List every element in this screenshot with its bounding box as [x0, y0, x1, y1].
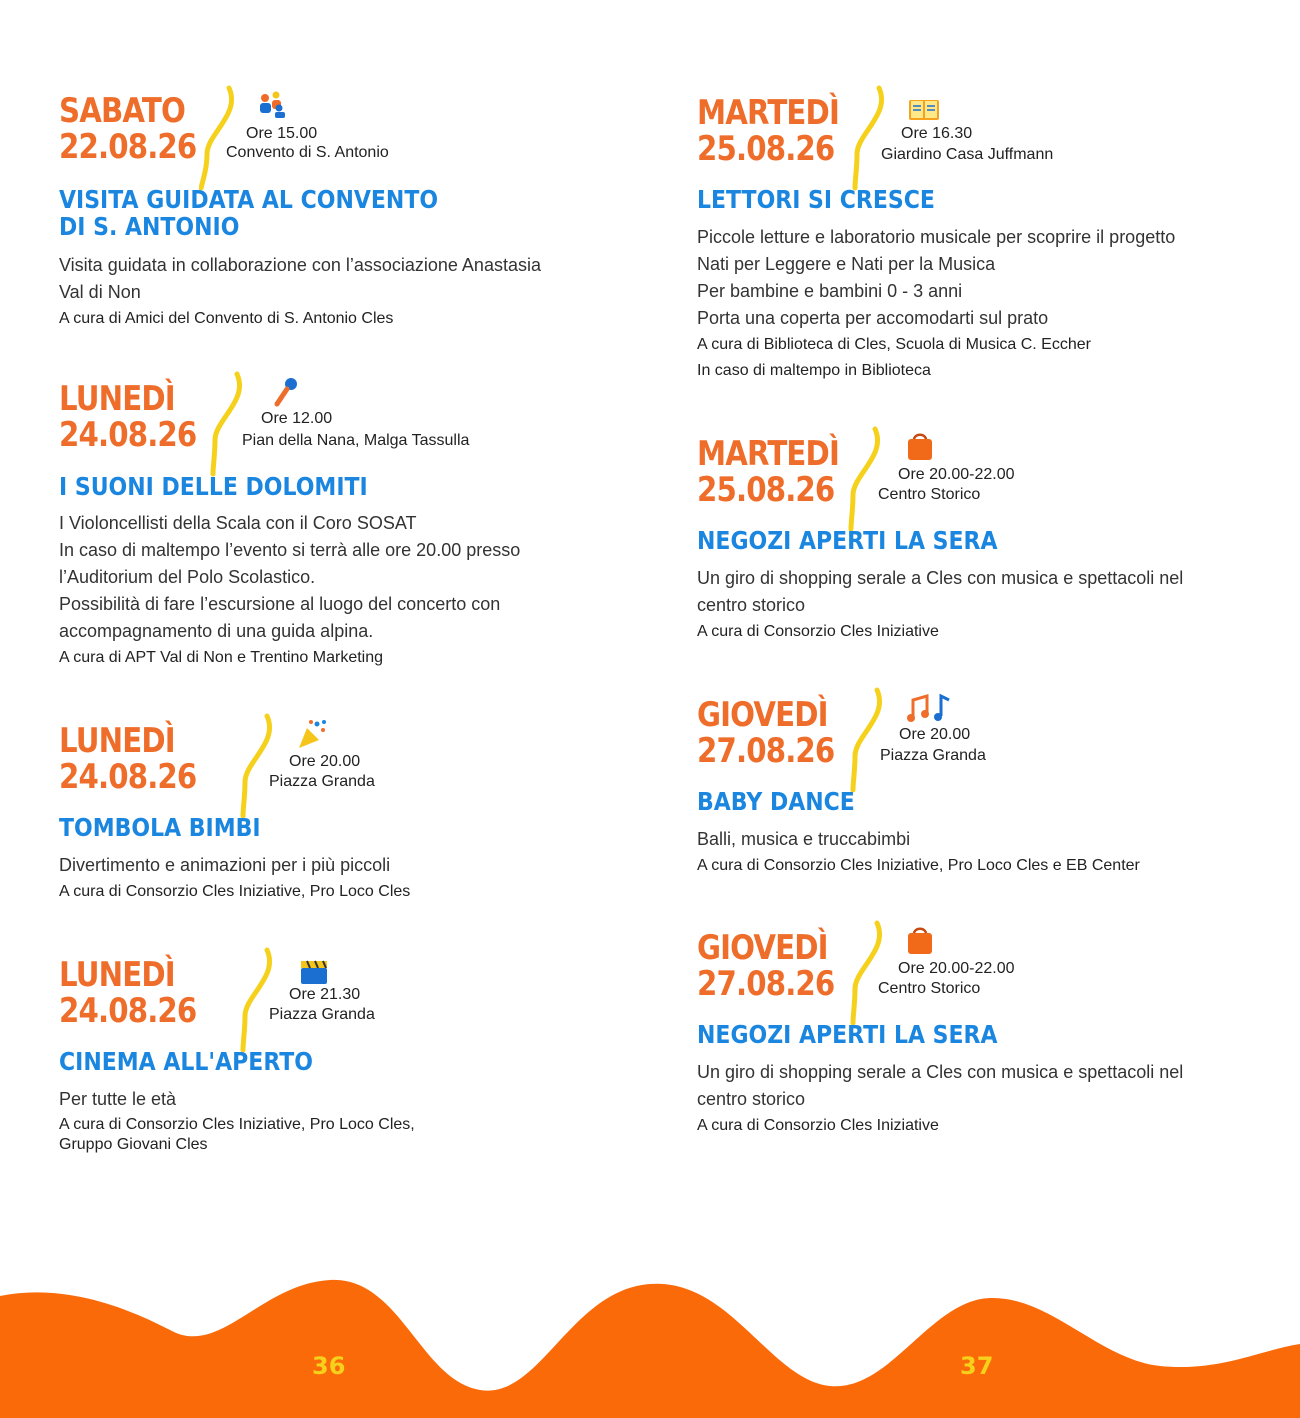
event-day: GIOVEDÌ: [697, 928, 828, 968]
event-time: Ore 21.30: [289, 986, 361, 1003]
event-description: Nati per Leggere e Nati per la Musica: [697, 254, 996, 274]
event-place: Convento di S. Antonio: [226, 144, 389, 161]
event-credit: A cura di Amici del Convento di S. Antonio Cles: [59, 310, 394, 327]
event-description: Balli, musica e truccabimbi: [697, 829, 911, 849]
event-title: VISITA GUIDATA AL CONVENTO DI S. ANTONIO: [59, 185, 439, 241]
clapperboard-icon: [297, 956, 331, 990]
event-description: centro storico: [697, 595, 806, 615]
swoosh-divider: [847, 919, 887, 1029]
event-title: BABY DANCE: [697, 787, 855, 816]
swoosh-divider: [849, 84, 889, 194]
shopping-bag-icon: [903, 429, 937, 463]
event-title: TOMBOLA BIMBI: [59, 813, 261, 842]
event-time: Ore 20.00: [289, 753, 361, 770]
event-credit: A cura di APT Val di Non e Trentino Marketing: [59, 649, 384, 666]
event-description: Un giro di shopping serale a Cles con musica e spettacoli nel: [697, 1062, 1184, 1082]
event-day: MARTEDÌ: [697, 434, 839, 474]
event-credit: A cura di Consorzio Cles Iniziative, Pro Loco Cles: [59, 883, 411, 900]
event-date: 24.08.26: [59, 991, 197, 1031]
music-notes-icon: [907, 692, 953, 726]
event-title: NEGOZI APERTI LA SERA: [697, 1020, 998, 1049]
event-description: Piccole letture e laboratorio musicale per scoprire il progetto: [697, 227, 1176, 247]
event-credit: Gruppo Giovani Cles: [59, 1136, 208, 1153]
event-place: Giardino Casa Juffmann: [881, 146, 1054, 163]
event-place: Piazza Granda: [880, 747, 986, 764]
event-day: LUNEDÌ: [59, 955, 175, 995]
event-title: I SUONI DELLE DOLOMITI: [59, 472, 368, 501]
book-icon: [907, 92, 941, 126]
event-date: 27.08.26: [697, 731, 835, 771]
event-credit: A cura di Consorzio Cles Iniziative, Pro Loco Cles e EB Center: [697, 857, 1140, 874]
event-credit: A cura di Consorzio Cles Iniziative: [697, 623, 939, 640]
event-date: 27.08.26: [697, 964, 835, 1004]
swoosh-divider: [199, 84, 239, 194]
event-credit: A cura di Consorzio Cles Iniziative, Pro Loco Cles,: [59, 1116, 415, 1133]
event-time: Ore 16.30: [901, 125, 973, 142]
footer-wave: [0, 1270, 1300, 1418]
page-number-left: 36: [312, 1352, 346, 1380]
shopping-bag-icon: [903, 923, 937, 957]
event-place: Centro Storico: [878, 980, 981, 997]
event-time: Ore 20.00-22.00: [898, 960, 1015, 977]
swoosh-divider: [845, 425, 885, 535]
event-time: Ore 15.00: [246, 125, 318, 142]
swoosh-divider: [237, 712, 277, 822]
event-date: 24.08.26: [59, 757, 197, 797]
event-description: Un giro di shopping serale a Cles con musica e spettacoli nel: [697, 568, 1184, 588]
event-description: Val di Non: [59, 282, 141, 302]
party-popper-icon: [295, 718, 329, 752]
event-description: Per bambine e bambini 0 - 3 anni: [697, 281, 963, 301]
event-description: Visita guidata in collaborazione con l’associazione Anastasia: [59, 255, 541, 275]
event-description: Possibilità di fare l’escursione al luogo del concerto con: [59, 594, 501, 614]
event-description: Per tutte le età: [59, 1089, 177, 1109]
people-icon: [255, 86, 289, 120]
event-place: Centro Storico: [878, 486, 981, 503]
event-description: accompagnamento di una guida alpina.: [59, 621, 374, 641]
event-description: I Violoncellisti della Scala con il Coro SOSAT: [59, 513, 417, 533]
event-title: CINEMA ALL'APERTO: [59, 1047, 313, 1076]
event-place: Pian della Nana, Malga Tassulla: [242, 432, 470, 449]
event-credit: A cura di Biblioteca di Cles, Scuola di Musica C. Eccher: [697, 336, 1091, 353]
microphone-icon: [269, 374, 303, 408]
event-credit: A cura di Consorzio Cles Iniziative: [697, 1117, 939, 1134]
event-title: LETTORI SI CRESCE: [697, 185, 935, 214]
event-title: NEGOZI APERTI LA SERA: [697, 526, 998, 555]
event-day: SABATO: [59, 91, 185, 131]
event-day: MARTEDÌ: [697, 93, 839, 133]
event-time: Ore 20.00-22.00: [898, 466, 1015, 483]
event-time: Ore 12.00: [261, 410, 333, 427]
event-date: 25.08.26: [697, 470, 835, 510]
event-day: LUNEDÌ: [59, 379, 175, 419]
event-description: Porta una coperta per accomodarti sul prato: [697, 308, 1049, 328]
event-date: 24.08.26: [59, 415, 197, 455]
event-description: centro storico: [697, 1089, 806, 1109]
event-date: 25.08.26: [697, 129, 835, 169]
event-description: l’Auditorium del Polo Scolastico.: [59, 567, 316, 587]
swoosh-divider: [237, 946, 277, 1056]
swoosh-divider: [847, 686, 887, 796]
event-description: In caso di maltempo l’evento si terrà alle ore 20.00 presso: [59, 540, 521, 560]
event-credit: In caso di maltempo in Biblioteca: [697, 362, 931, 379]
event-description: Divertimento e animazioni per i più piccoli: [59, 855, 391, 875]
event-day: GIOVEDÌ: [697, 695, 828, 735]
event-place: Piazza Granda: [269, 1006, 375, 1023]
page-number-right: 37: [960, 1352, 994, 1380]
event-day: LUNEDÌ: [59, 721, 175, 761]
swoosh-divider: [207, 370, 247, 480]
event-place: Piazza Granda: [269, 773, 375, 790]
event-date: 22.08.26: [59, 127, 197, 167]
event-time: Ore 20.00: [899, 726, 971, 743]
